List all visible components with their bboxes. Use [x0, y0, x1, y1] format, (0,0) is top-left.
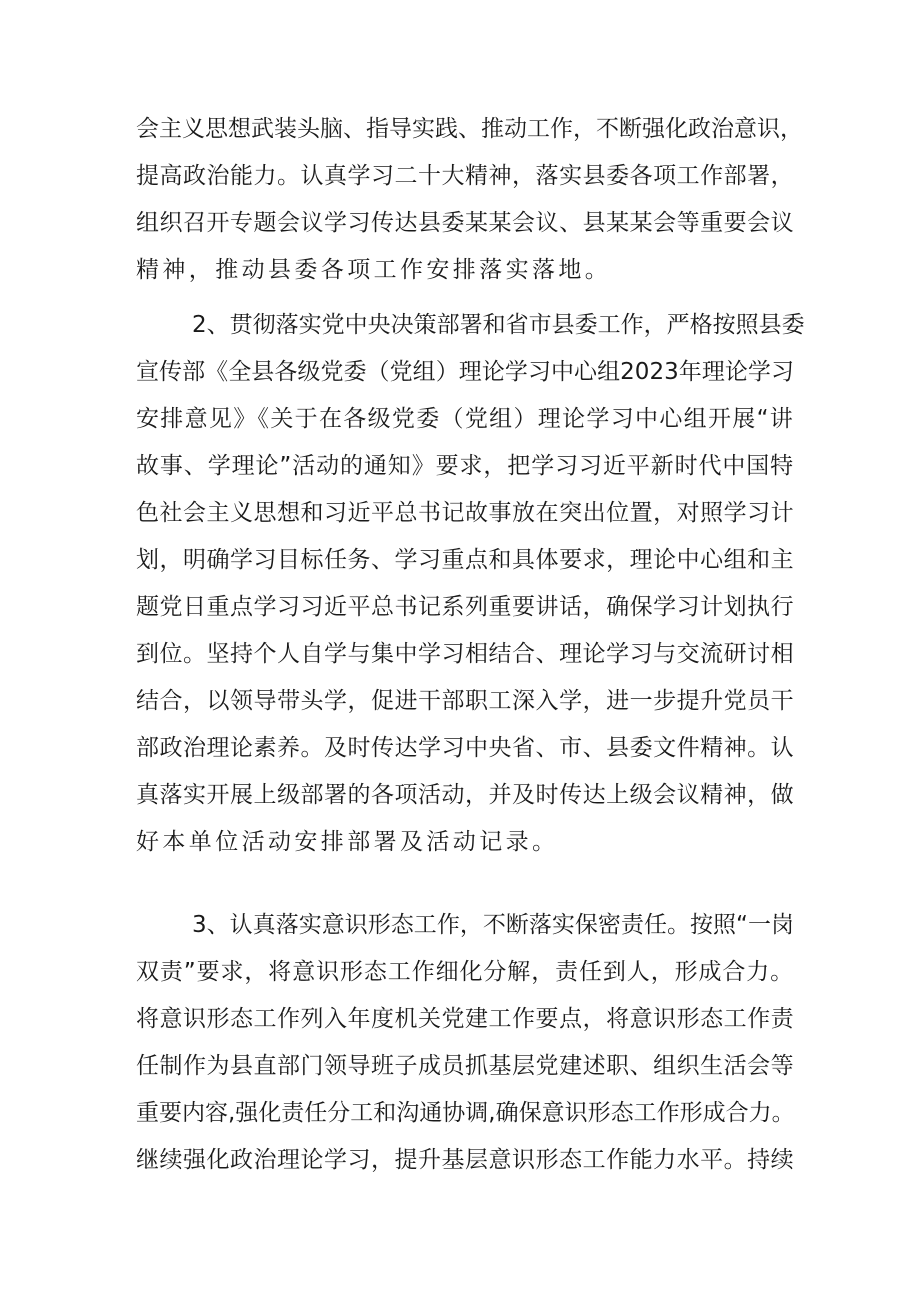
paragraph-2 — [136, 302, 805, 866]
paragraph-line: 划，明确学习目标任务、学习重点和具体要求，理论中心组和主 — [136, 547, 794, 573]
paragraph-line: 部政治理论素养。及时传达学习中央省、市、县委文件精神。认 — [136, 735, 794, 761]
paragraph-line: 提高政治能力。认真学习二十大精神，落实县委各项工作部署， — [136, 163, 794, 189]
paragraph-line: 真落实开展上级部署的各项活动，并及时传达上级会议精神，做 — [136, 782, 794, 808]
paragraph-line: 宣传部《全县各级党委（党组）理论学习中心组2023年理论学习 — [136, 359, 794, 385]
paragraph-line: 安排意见》《关于在各级党委（党组）理论学习中心组开展“讲 — [136, 406, 794, 432]
paragraph-line: 会主义思想武装头脑、指导实践、推动工作，不断强化政治意识， — [136, 116, 803, 142]
paragraph-3 — [136, 902, 794, 1184]
paragraph-line: 色社会主义思想和习近平总书记故事放在突出位置，对照学习计 — [136, 500, 794, 526]
paragraph-line: 到位。坚持个人自学与集中学习相结合、理论学习与交流研讨相 — [136, 641, 794, 667]
paragraph-line: 结合，以领导带头学，促进干部职工深入学，进一步提升党员干 — [136, 688, 794, 714]
paragraph-line: 继续强化政治理论学习，提升基层意识形态工作能力水平。持续 — [136, 1147, 794, 1173]
paragraph-line: 3、认真落实意识形态工作，不断落实保密责任。按照“一岗 — [192, 912, 794, 938]
paragraph-line: 双责”要求，将意识形态工作细化分解，责任到人，形成合力。 — [136, 959, 794, 985]
paragraph-line: 2、贯彻落实党中央决策部署和省市县委工作，严格按照县委 — [192, 312, 805, 338]
paragraph-line: 好本单位活动安排部署及活动记录。 — [136, 829, 559, 855]
paragraph-1 — [136, 106, 803, 294]
paragraph-line: 重要内容,强化责任分工和沟通协调,确保意识形态工作形成合力。 — [136, 1100, 795, 1126]
paragraph-line: 题党日重点学习习近平总书记系列重要讲话，确保学习计划执行 — [136, 594, 794, 620]
paragraph-line: 故事、学理论”活动的通知》要求，把学习习近平新时代中国特 — [136, 453, 794, 479]
paragraph-line: 将意识形态工作列入年度机关党建工作要点，将意识形态工作责 — [136, 1006, 794, 1032]
paragraph-line: 精神，推动县委各项工作安排落实落地。 — [136, 257, 612, 283]
paragraph-line: 组织召开专题会议学习传达县委某某会议、县某某会等重要会议 — [136, 210, 794, 236]
paragraph-line: 任制作为县直部门领导班子成员抓基层党建述职、组织生活会等 — [136, 1053, 794, 1079]
